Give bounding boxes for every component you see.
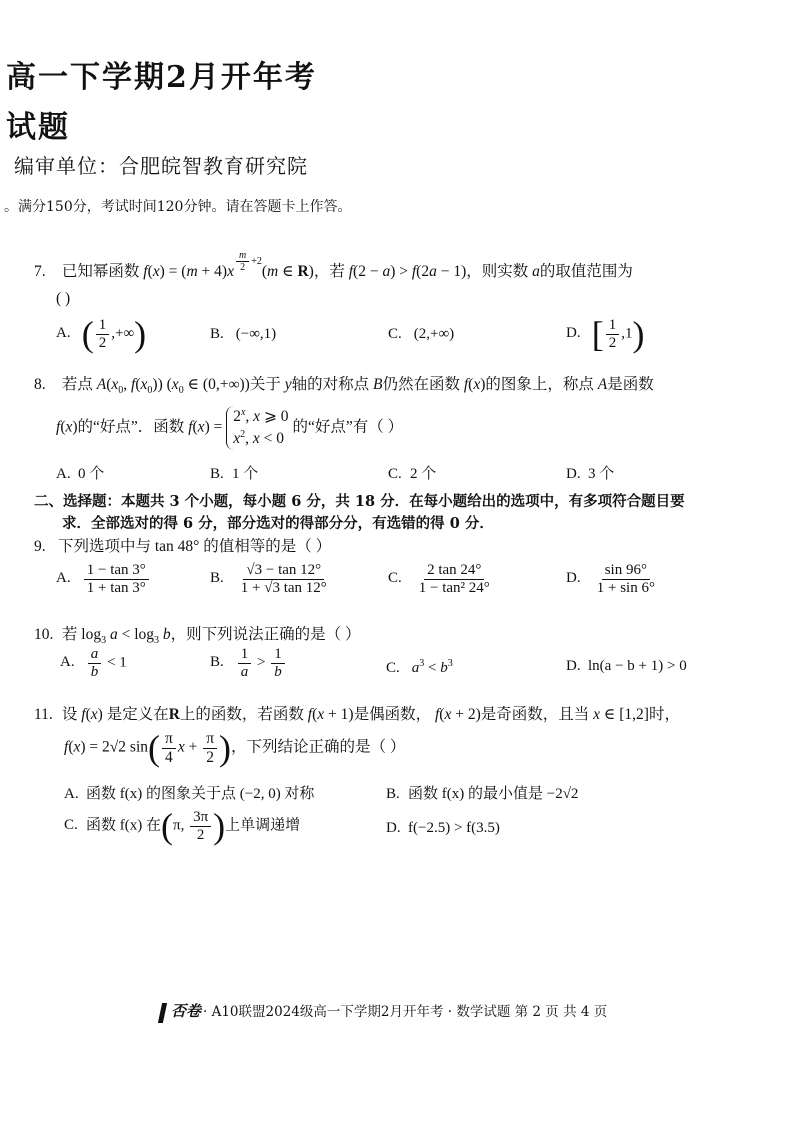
q11-option-d[interactable]: D. f(−2.5) > f(3.5) (386, 820, 500, 836)
q9-option-c[interactable]: C. $\frac{2 \tan 24^\circ}{\text{1 − tan² 24°}}$ (388, 562, 490, 596)
editor-unit: 编审单位：合肥皖智教育研究院 (14, 154, 308, 178)
q8-option-d[interactable]: D. 3 个 (566, 466, 615, 482)
question-7-paren: ( ) (56, 290, 71, 307)
question-8: 8. 若点 $A(x_0$, $f(x_0)$) ($x_0$ ∈ (0,+∞))关于 y轴的对称点 B仍然在函数 f(x)的图象上，称点 A是函数 (34, 376, 654, 397)
question-7: 7. 已知幂函数 f(x) = (m + 4)x $^{\frac{m}{2} +2}$(m ∈ R)，若 f(2 − a) > f(2a − 1)，则实数 a的取值范围为 (34, 250, 633, 280)
question-10: 10. 若 $\log_3 a < \log_3 b$，则下列说法正确的是（ ） (34, 626, 361, 647)
q9-option-a[interactable]: A. $\frac{1 - \tan 3^\circ}{1 + \tan 3^\circ}$ (56, 562, 151, 596)
q8-option-c[interactable]: C. 2 个 (388, 466, 437, 482)
footer-text: · A10联盟2024级高一下学期2月开年考 · 数学试题 第 2 页 共 4 页 (203, 1004, 608, 1020)
footer-logo: 否卷 (171, 1002, 202, 1020)
q10-option-c[interactable]: C. $a^3 < b^3$ (386, 658, 453, 676)
question-8-line2: f(x)的“好点”．函数 f(x) = 2$^x$, x ⩾ 0 $x^2$, x < 0 的“好点”有（ ） (56, 406, 403, 450)
q7-option-a[interactable]: A. ( $\frac{1}{2}$ ,+∞) (56, 314, 147, 354)
q11-option-b[interactable]: B. 函数 f(x) 的最小值是 −2√2 (386, 786, 579, 802)
q10-option-a[interactable]: A. $\frac{a}{b}$ < 1 (60, 646, 127, 680)
exam-title-line1: 高一下学期2月开年考 (6, 60, 317, 95)
question-11: 11. 设 f(x) 是定义在R上的函数，若函数 f(x + 1)是偶函数， f(x + 2)是奇函数，且当 x ∈ [1,2]时， (34, 706, 680, 723)
logo-bar-icon (158, 1003, 167, 1023)
q7-option-b[interactable]: B. (−∞,1) (210, 326, 277, 342)
q9-option-d[interactable]: D. $\frac{\sin 96^\circ}{1 + \sin 6^\circ}$ (566, 562, 655, 596)
exam-note: 。满分150分，考试时间120分钟。请在答题卡上作答。 (4, 199, 352, 215)
q9-option-b[interactable]: B. $\frac{√3 - \tan 12^\circ}{1 + √3 \tan 12^\circ}$ (210, 562, 327, 596)
section-2-instructions: 二、选择题：本题共 3 个小题，每小题 6 分，共 18 分．在每小题给出的选项中，有多项符合题目要 求．全部选对的得 6 分，部分选对的得部分分，有选错的得 0 分． (34, 493, 685, 532)
exam-title-line2: 试题 (6, 110, 70, 145)
page-footer (160, 1000, 607, 1023)
q11-option-a[interactable]: A. 函数 f(x) 的图象关于点 (−2, 0) 对称 (64, 786, 315, 802)
q8-option-a[interactable]: A. 0 个 (56, 466, 105, 482)
q8-option-b[interactable]: B. 1 个 (210, 466, 259, 482)
question-9: 9. 下列选项中与 tan 48° 的值相等的是（ ） (34, 538, 332, 555)
q11-option-c[interactable]: C. 函数 f(x) 在(π, $\frac{3\pi}{2}$ )上单调递增 (64, 806, 301, 846)
q10-option-b[interactable]: B. $\frac{1}{a}$ > $\frac{1}{b}$ (210, 646, 287, 680)
q7-option-d[interactable]: D. [ $\frac{1}{2}$ ,1) (566, 314, 645, 354)
question-11-line2: f(x) = 2√2 sin( $\frac{\pi}{4}$ x + $\frac{\pi}{2}$ )，下列结论正确的是（ ） (64, 728, 406, 768)
q10-option-d[interactable]: D. ln(a − b + 1) > 0 (566, 658, 687, 674)
q7-option-c[interactable]: C. (2,+∞) (388, 326, 455, 342)
